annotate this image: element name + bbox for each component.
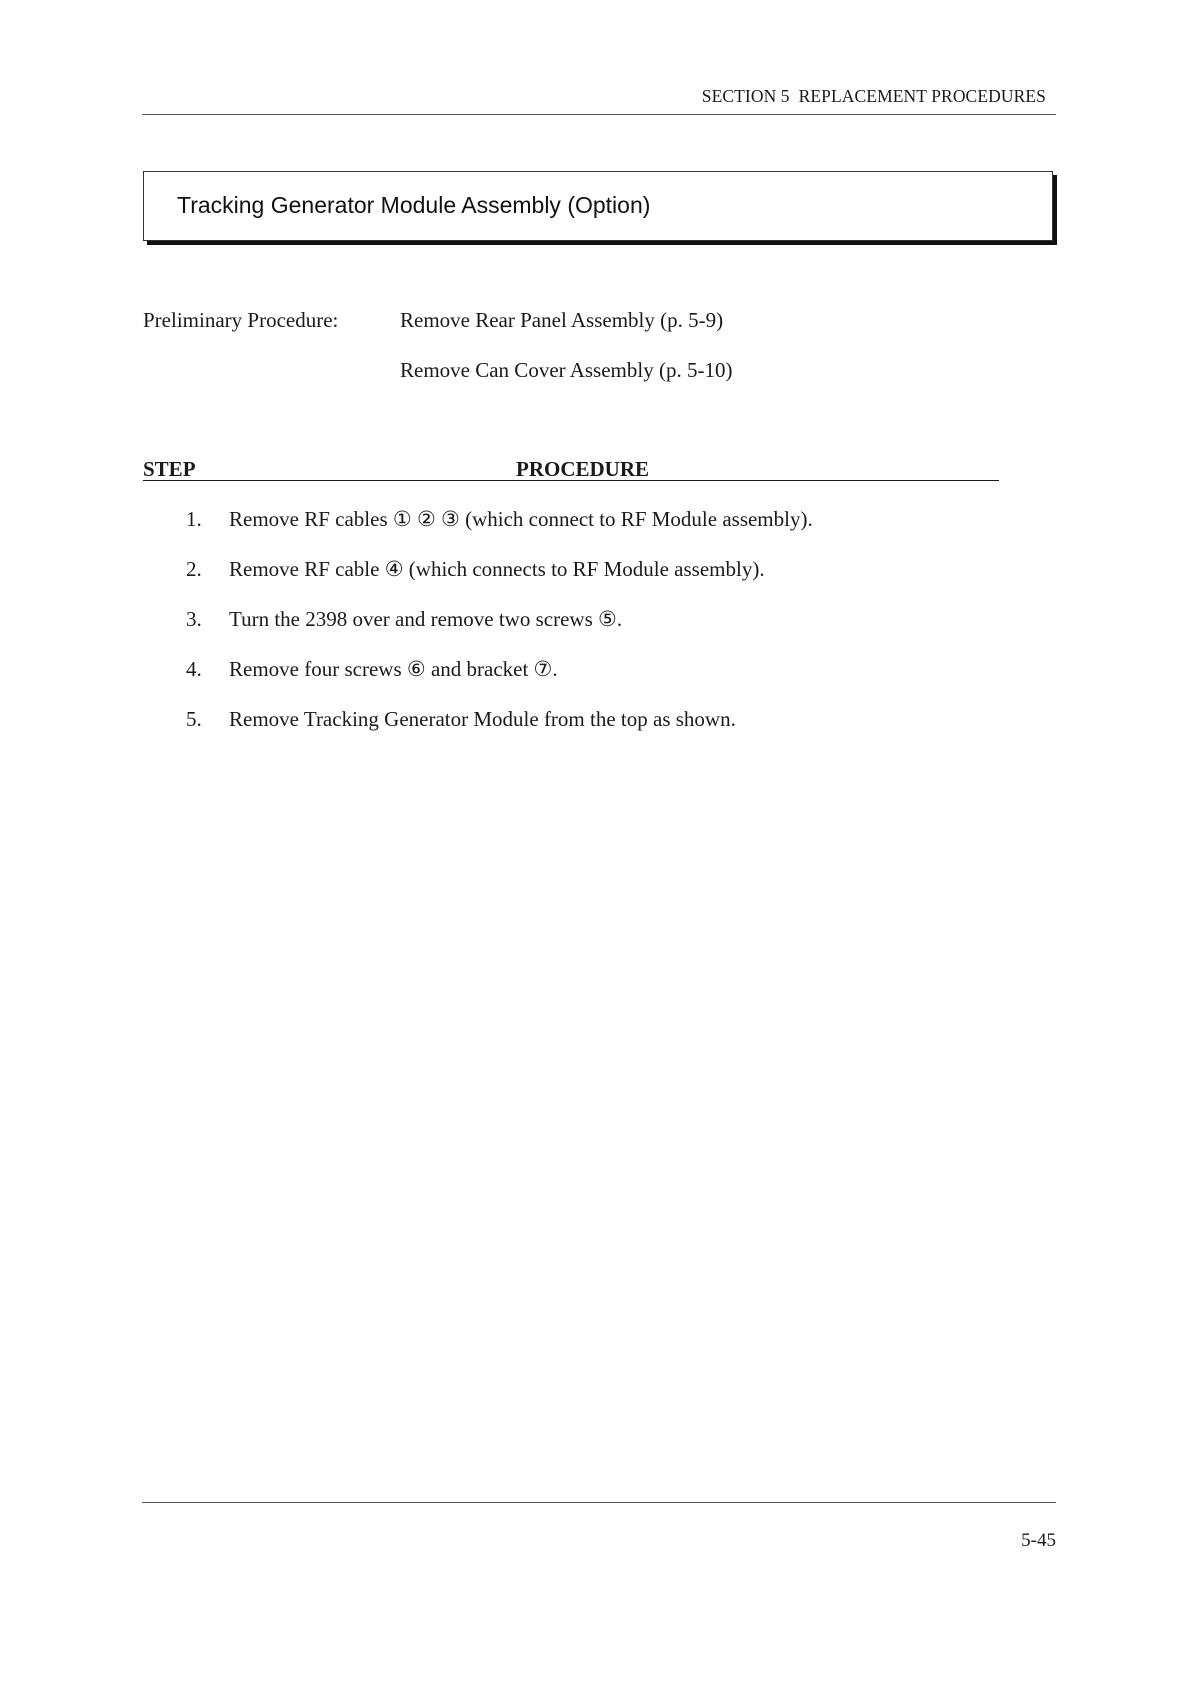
page-number: 5-45 [1021, 1530, 1056, 1551]
footer-divider [142, 1502, 1056, 1503]
step-text: Remove four screws ⑥ and bracket ⑦. [229, 657, 558, 681]
step-number: 3. [186, 607, 202, 631]
step-number: 2. [186, 557, 202, 581]
step-column-header: STEP [143, 457, 196, 481]
step-text: Remove RF cable ④ (which connects to RF Module assembly). [229, 557, 765, 581]
preliminary-item: Remove Rear Panel Assembly (p. 5-9) [400, 308, 724, 332]
title-box [143, 171, 1053, 241]
step-row [143, 707, 1043, 737]
step-text: Turn the 2398 over and remove two screws ⑤. [229, 607, 623, 631]
step-row [143, 507, 1043, 537]
heading-underline [143, 480, 999, 481]
header-divider [142, 114, 1056, 115]
step-row [143, 657, 1043, 687]
page-title: Tracking Generator Module Assembly (Option) [177, 192, 651, 218]
step-number: 1. [186, 507, 202, 531]
step-number: 5. [186, 707, 202, 731]
running-header: SECTION 5 REPLACEMENT PROCEDURES [701, 86, 1046, 106]
step-row [143, 607, 1043, 637]
step-text: Remove RF cables ① ② ③ (which connect to RF Module assembly). [229, 507, 813, 531]
procedure-column-header: PROCEDURE [516, 457, 650, 481]
preliminary-procedure-label: Preliminary Procedure: [143, 308, 339, 332]
step-number: 4. [186, 657, 202, 681]
preliminary-item: Remove Can Cover Assembly (p. 5-10) [400, 358, 733, 382]
step-row [143, 557, 1043, 587]
step-text: Remove Tracking Generator Module from the top as shown. [229, 707, 736, 731]
